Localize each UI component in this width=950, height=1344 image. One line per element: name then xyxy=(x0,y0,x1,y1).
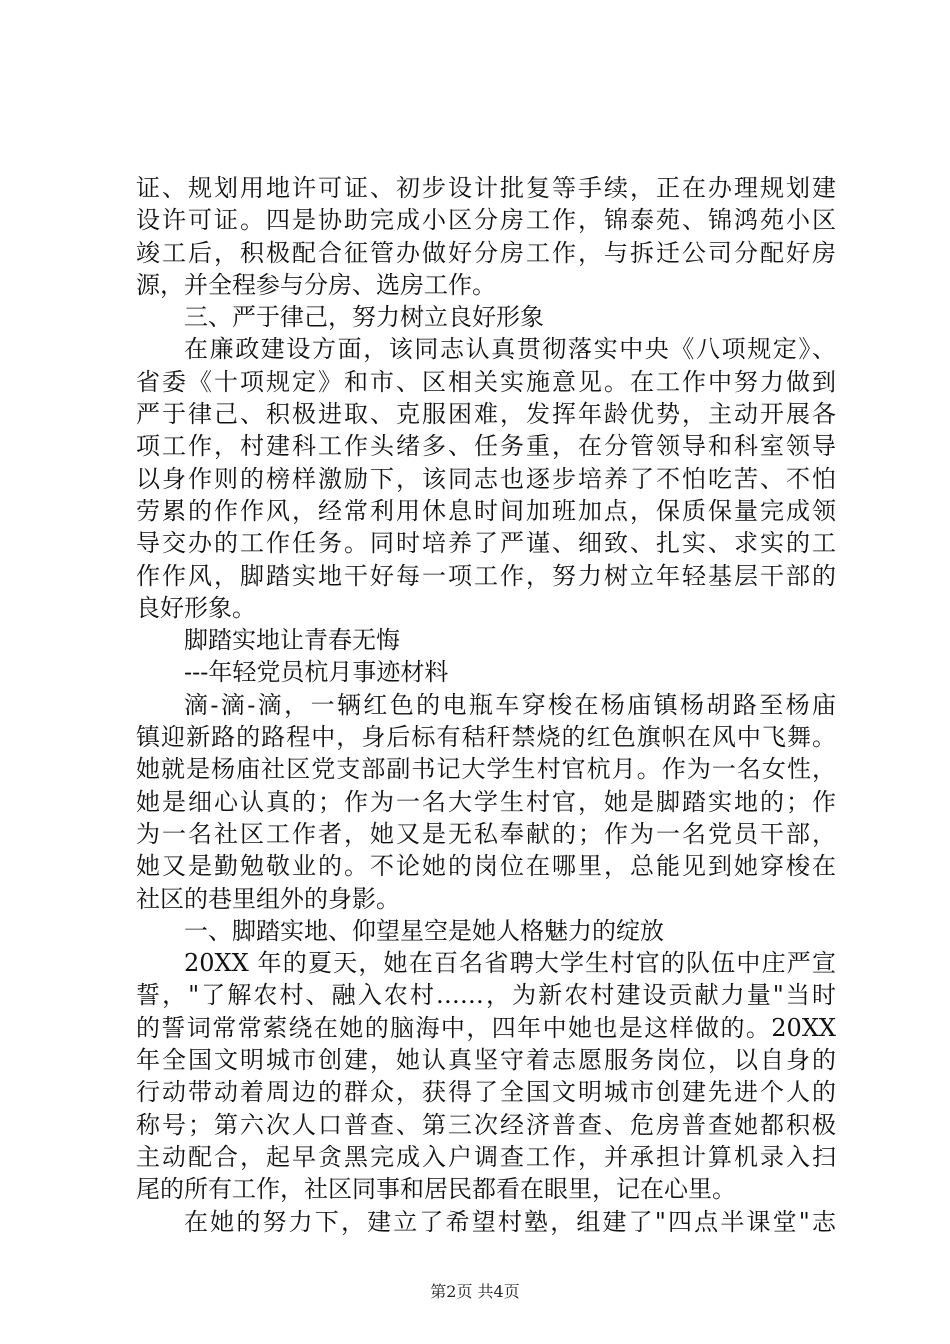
text-line: 源，并全程参与分房、选房工作。 xyxy=(136,270,496,299)
text-line: 以身作则的榜样激励下，该同志也逐步培养了不怕吃苦、不怕 xyxy=(136,464,836,493)
text-line: 滴-滴-滴，一辆红色的电瓶车穿梭在杨庙镇杨胡路至杨庙 xyxy=(184,690,836,719)
text-line: 镇迎新路的路程中，身后标有秸秆禁烧的红色旗帜在风中飞舞。 xyxy=(136,723,836,752)
text-line: 导交办的工作任务。同时培养了严谨、细致、扎实、求实的工 xyxy=(136,529,836,558)
text-line: 誓，"了解农村、融入农村……，为新农村建设贡献力量"当时 xyxy=(136,981,836,1010)
text-line: 尾的所有工作，社区同事和居民都看在眼里，记在心里。 xyxy=(136,1175,736,1204)
text-line: 的誓词常常萦绕在她的脑海中，四年中她也是这样做的。20XX xyxy=(136,1013,836,1042)
document-body xyxy=(136,172,836,1238)
text-line: 良好形象。 xyxy=(136,593,256,622)
text-line: 作作风，脚踏实地干好每一项工作，努力树立年轻基层干部的 xyxy=(136,561,836,590)
text-line: 项工作，村建科工作头绪多、任务重，在分管领导和科室领导 xyxy=(136,432,836,461)
text-line: 她是细心认真的；作为一名大学生村官，她是脚踏实地的；作 xyxy=(136,787,836,816)
text-line: 在她的努力下，建立了希望村塾，组建了"四点半课堂"志 xyxy=(184,1207,836,1236)
text-line: 严于律己、积极进取、克服困难，发挥年龄优势，主动开展各 xyxy=(136,400,836,429)
text-line: 在廉政建设方面，该同志认真贯彻落实中央《八项规定》、 xyxy=(184,335,836,364)
text-line: 年全国文明城市创建，她认真坚守着志愿服务岗位，以自身的 xyxy=(136,1046,836,1075)
text-line: 证、规划用地许可证、初步设计批复等手续，正在办理规划建 xyxy=(136,174,836,202)
text-line: 主动配合，起早贪黑完成入户调查工作，并承担计算机录入扫 xyxy=(136,1142,836,1171)
text-line: 设许可证。四是协助完成小区分房工作，锦泰苑、锦鸿苑小区 xyxy=(136,206,836,235)
text-line: 劳累的作作风，经常利用休息时间加班加点，保质保量完成领 xyxy=(136,496,836,525)
text-line: ---年轻党员杭月事迹材料 xyxy=(184,658,449,687)
text-line: 三、严于律己，努力树立良好形象 xyxy=(184,303,544,332)
text-line: 她就是杨庙社区党支部副书记大学生村官杭月。作为一名女性， xyxy=(136,755,836,784)
text-line: 称号；第六次人口普查、第三次经济普查、危房普查她都积极 xyxy=(136,1110,836,1139)
text-line: 竣工后，积极配合征管办做好分房工作，与拆迁公司分配好房 xyxy=(136,238,836,267)
text-line: 为一名社区工作者，她又是无私奉献的；作为一名党员干部， xyxy=(136,819,836,848)
text-line: 一、脚踏实地、仰望星空是她人格魅力的绽放 xyxy=(184,916,664,945)
text-line: 省委《十项规定》和市、区相关实施意见。在工作中努力做到 xyxy=(136,367,836,396)
text-line: 脚踏实地让青春无悔 xyxy=(184,626,400,655)
text-line: 她又是勤勉敬业的。不论她的岗位在哪里，总能见到她穿梭在 xyxy=(136,852,836,881)
text-line: 社区的巷里组外的身影。 xyxy=(136,884,400,913)
text-line: 20XX 年的夏天，她在百名省聘大学生村官的队伍中庄严宣 xyxy=(184,949,836,978)
text-line: 行动带动着周边的群众，获得了全国文明城市创建先进个人的 xyxy=(136,1078,836,1107)
page-footer: 第2页 共4页 xyxy=(430,1282,520,1301)
